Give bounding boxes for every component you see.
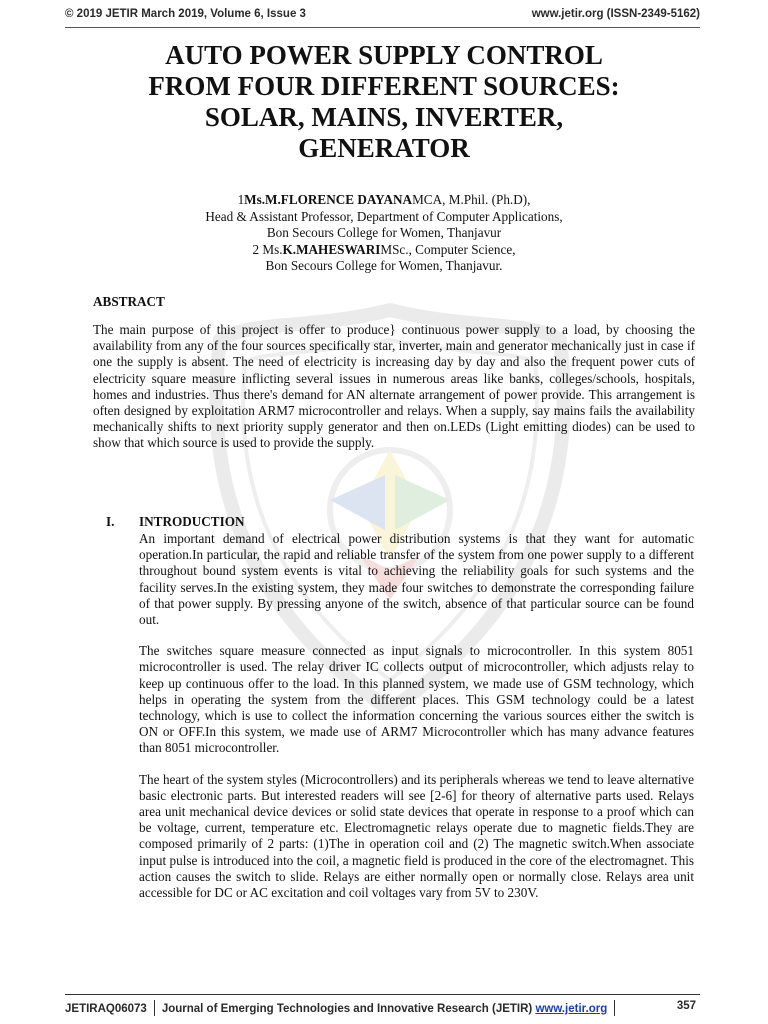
- header-issn: www.jetir.org (ISSN-2349-5162): [531, 8, 700, 20]
- author-block: [60, 192, 708, 275]
- footer-separator: [614, 1000, 615, 1016]
- author-2-prefix: 2 Ms.: [252, 241, 283, 257]
- footer-divider: [65, 994, 700, 995]
- header-copyright: © 2019 JETIR March 2019, Volume 6, Issue 3: [65, 8, 306, 20]
- header-divider: [65, 27, 700, 28]
- author-2-degrees: MSc., Computer Science,: [380, 241, 516, 257]
- introduction-body: [139, 531, 694, 916]
- author-1-position: Head & Assistant Professor, Department of Computer Applications,: [205, 208, 563, 224]
- introduction-paragraph-3: The heart of the system styles (Microcontrollers) and its peripherals whereas we tend to leave alternative basic electronic parts. But interested readers will see [2-6] for theory of alternative parts used. Relays area unit mechanical device devices or solid state devices that operate in response to a proof which can be voltage, current, temperature etc. Electromagnetic relays operate due to magnetic fields.They are composed primarily of 2 parts: (1)The in operation coil and (2) The magnetic switch.When associate input pulse is introduced into the coil, a magnetic field is produced in the core of the electromagnet. This action causes the switch to slide. Relays are either normally open or normally close. Relays area unit accessible for DC or AC excitation and coil voltages vary from 5V to 230V.: [139, 771, 694, 901]
- title-line-2: FROM FOUR DIFFERENT SOURCES:: [148, 71, 620, 101]
- author-2-college: Bon Secours College for Women, Thanjavur.: [265, 258, 503, 274]
- author-1-name: Ms.M.FLORENCE DAYANA: [244, 192, 413, 207]
- author-1-prefix: 1: [237, 192, 245, 207]
- title-line-4: GENERATOR: [298, 133, 470, 163]
- abstract-text: The main purpose of this project is offer to produce} continuous power supply to a load, by choosing the availability from any of the four sources specifically star, inverter, main and generator mechanically just in case if one the supply is absent. The need of electricity is increasing day by day and also the frequent power cuts of electricity square measure inflicting several issues in numerous areas like banks, colleges/schools, hospitals, homes and industries. Thus there's demand for AN alternate arrangement of power provide. This arrangement is often designed by exploitation ARM7 microcontroller and relays. When a supply, say mains fails the availability mechanically shifts to next priority supply generator and then on.LEDs (Light emitting diodes) can be used to show that which source is used to provide the supply.: [93, 322, 695, 451]
- page-header: [65, 8, 700, 26]
- author-1-college: Bon Secours College for Women, Thanjavur: [266, 225, 502, 241]
- section-heading-introduction: INTRODUCTION: [139, 514, 245, 529]
- abstract-heading: ABSTRACT: [93, 294, 165, 309]
- author-2-name: K.MAHESWARI: [282, 241, 381, 257]
- introduction-paragraph-1: An important demand of electrical power distribution systems is that they want for automatic operation.In particular, the rapid and reliable transfer of the system from one power supply to a different throughout bound system events is vital to achieving the reliability goals for such systems and the facility serves.In the existing system, they made four switches to demonstrate the corresponding failure of that power supply. By pressing anyone of the switch, absence of that particular source can be found out.: [139, 531, 694, 628]
- footer-paper-code: JETIRAQ06073: [65, 1003, 147, 1015]
- footer-journal-link[interactable]: www.jetir.org: [535, 1003, 608, 1015]
- author-2-line: [60, 242, 708, 259]
- paper-title: [60, 40, 708, 164]
- page-footer: [65, 1000, 700, 1018]
- title-line-3: SOLAR, MAINS, INVERTER,: [204, 102, 564, 132]
- footer-separator: [154, 1000, 155, 1016]
- footer-journal-name: Journal of Emerging Technologies and Innovative Research (JETIR): [161, 1003, 533, 1015]
- page-number: 357: [676, 1000, 696, 1012]
- section-number: I.: [106, 514, 115, 529]
- author-1-line: [60, 192, 708, 209]
- author-1-degrees: MCA, M.Phil. (Ph.D),: [412, 192, 531, 207]
- introduction-paragraph-2: The switches square measure connected as input signals to microcontroller. In this system 8051 microcontroller is used. The relay driver IC collects output of microcontroller, which adjusts relay to keep up continuous offer to the load. In this planned system, we made use of GSM technology, which helps in operating the system from the different places. This GSM technology could be a latest technology, which is use to collect the information concerning the various sources either the switch is ON or OFF.In this system, we made use of ARM7 Microcontroller which has many advance features than 8051 microcontroller.: [139, 643, 694, 756]
- title-line-1: AUTO POWER SUPPLY CONTROL: [165, 40, 603, 70]
